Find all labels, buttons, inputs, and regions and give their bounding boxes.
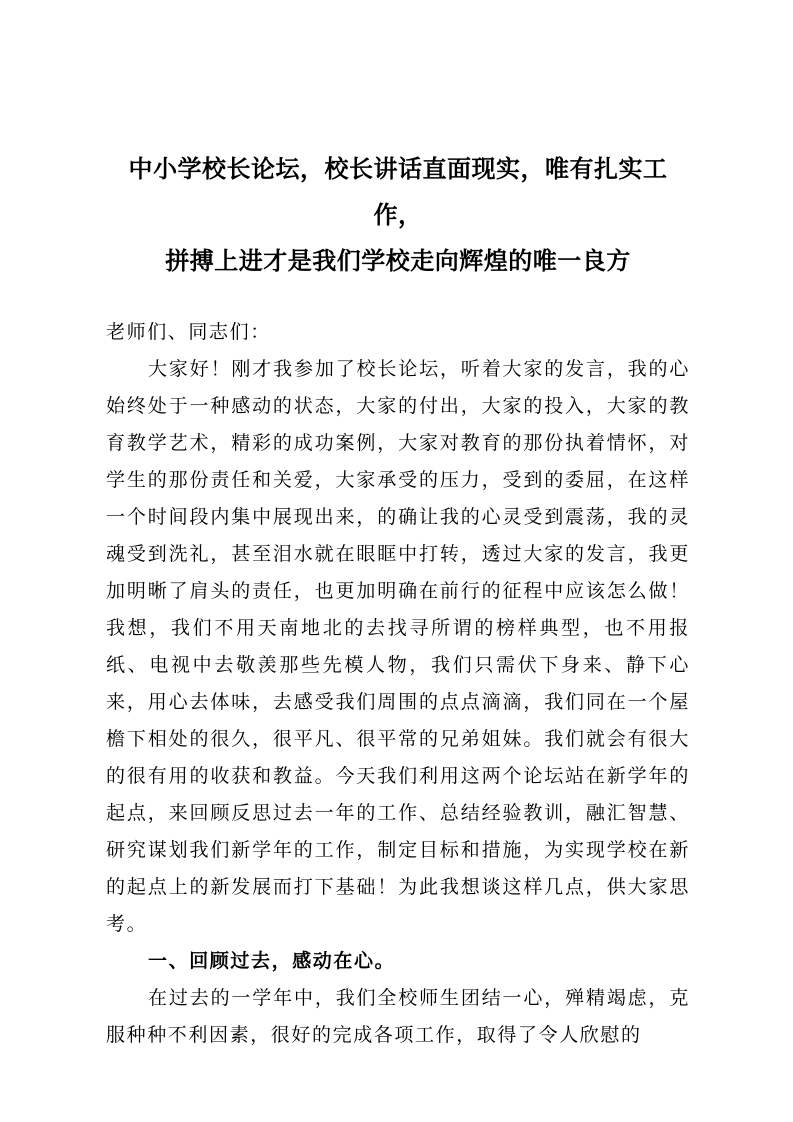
document-content bbox=[106, 147, 690, 1054]
body-paragraph-2: 在过去的一学年中，我们全校师生团结一心，殚精竭虑，克服种种不利因素，很好的完成各项工作，取得了令人欣慰的 bbox=[106, 988, 690, 1046]
document-title bbox=[106, 147, 690, 285]
document-body bbox=[106, 314, 690, 1054]
document-title-line-1: 中小学校长论坛，校长讲话直面现实，唯有扎实工作， bbox=[128, 157, 668, 229]
salutation-line: 老师们、同志们： bbox=[106, 322, 271, 343]
document-title-line-2: 拼搏上进才是我们学校走向辉煌的唯一良方 bbox=[165, 249, 631, 275]
body-paragraph-1: 大家好！刚才我参加了校长论坛，听着大家的发言，我的心始终处于一种感动的状态，大家的付出，大家的投入，大家的教育教学艺术，精彩的成功案例，大家对教育的那份执着情怀，对学生的那份责任和关爱，大家承受的压力，受到的委屈，在这样一个时间段内集中展现出来，的确让我的心灵受到震荡，我的灵魂受到洗礼，甚至泪水就在眼眶中打转，透过大家的发言，我更加明晰了肩头的责任，也更加明确在前行的征程中应该怎么做！我想，我们不用天南地北的去找寻所谓的榜样典型，也不用报纸、电视中去敬羡那些先模人物，我们只需伏下身来、静下心来，用心去体味，去感受我们周围的点点滴滴，我们同在一个屋檐下相处的很久，很平凡、很平常的兄弟姐妹。我们就会有很大的很有用的收获和教益。今天我们利用这两个论坛站在新学年的起点，来回顾反思过去一年的工作、总结经验教训，融汇智慧、研究谋划我们新学年的工作，制定目标和措施，为实现学校在新的起点上的新发展而打下基础！为此我想谈这样几点，供大家思考。 bbox=[106, 359, 690, 935]
section-heading-1: 一、回顾过去，感动在心。 bbox=[148, 951, 396, 972]
